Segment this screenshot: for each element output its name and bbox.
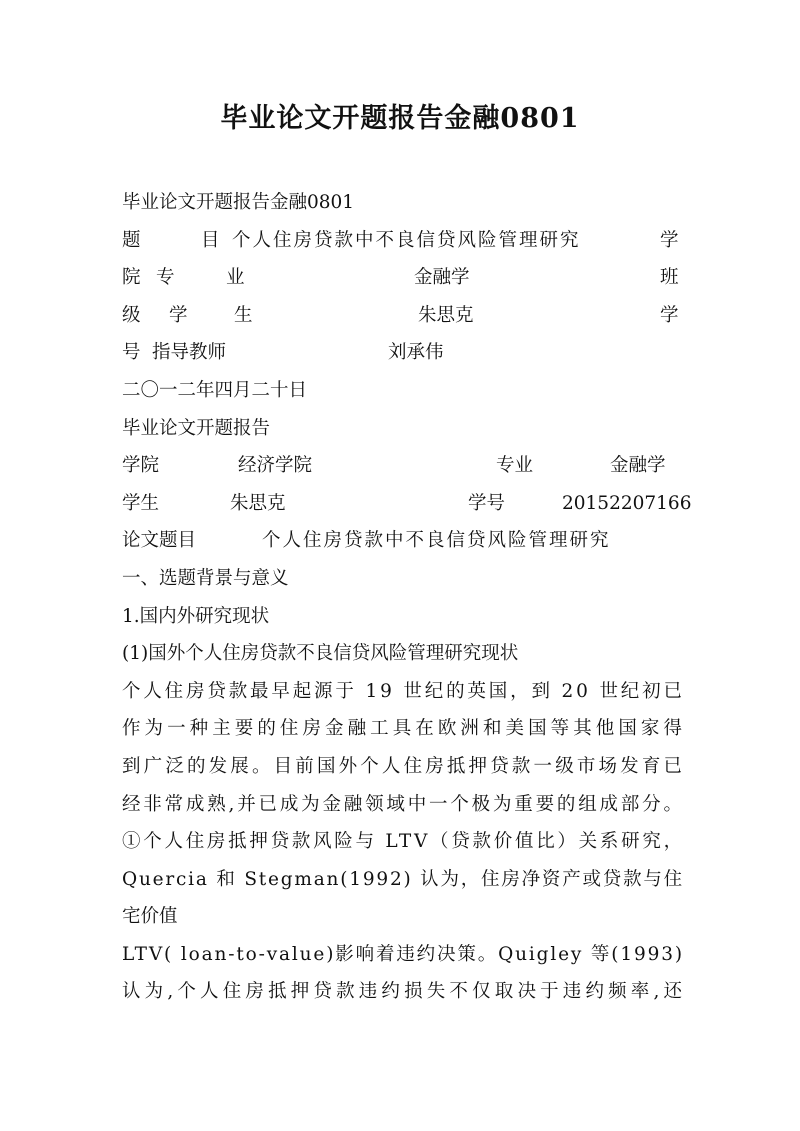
cover-major: 金融学 — [414, 267, 470, 289]
paragraph-line: Quercia 和 Stegman(1992) 认为，住房净资产或贷款与住 — [122, 868, 684, 890]
cover-label-mu: 目 — [201, 229, 220, 251]
label-student: 学生 — [122, 492, 160, 514]
cover-label-advisor: 指导教师 — [152, 342, 227, 364]
value-student: 朱思克 — [230, 492, 286, 514]
cover-label-xue2: 学 — [169, 304, 188, 326]
cover-label-xue3: 学 — [660, 304, 679, 326]
report-info-row-1 — [122, 447, 682, 485]
subsection-heading: 1.国内外研究现状 — [122, 605, 270, 627]
cover-advisor-name: 刘承伟 — [388, 342, 444, 364]
paragraph-line: 作为一种主要的住房金融工具在欧洲和美国等其他国家得 — [122, 718, 687, 740]
value-major: 金融学 — [610, 455, 666, 477]
paragraph-line: ①个人住房抵押贷款风险与 LTV（贷款价值比）关系研究， — [122, 831, 685, 853]
label-major: 专业 — [496, 455, 534, 477]
cover-student-name: 朱思克 — [418, 304, 474, 326]
cover-row-number — [122, 334, 682, 372]
cover-label-hao: 号 — [122, 342, 141, 364]
section-heading: 一、选题背景与意义 — [122, 567, 289, 589]
report-info-row-2 — [122, 485, 692, 523]
cover-label-ban: 班 — [660, 267, 679, 289]
value-topic: 个人住房贷款中不良信贷风险管理研究 — [262, 530, 611, 552]
paragraph-line: LTV( loan-to-value)影响着违约决策。Quigley 等(1993) — [122, 943, 684, 965]
label-topic: 论文题目 — [122, 530, 197, 552]
cover-label-ti: 题 — [122, 229, 141, 251]
report-heading: 毕业论文开题报告 — [122, 417, 271, 439]
cover-label-zhuan: 专 — [156, 267, 175, 289]
cover-thesis-topic: 个人住房贷款中不良信贷风险管理研究 — [232, 229, 581, 251]
paragraph-line: 个人住房贷款最早起源于 19 世纪的英国，到 20 世纪初已 — [122, 680, 685, 702]
cover-label-xue: 学 — [660, 229, 679, 251]
label-college: 学院 — [122, 455, 160, 477]
cover-label-ye: 业 — [226, 267, 245, 289]
cover-label-yuan: 院 — [122, 267, 141, 289]
document-body — [122, 184, 692, 1011]
cover-heading: 毕业论文开题报告金融0801 — [122, 192, 355, 213]
cover-row-title — [122, 222, 682, 260]
cover-label-sheng: 生 — [234, 304, 253, 326]
cover-row-college — [122, 259, 682, 297]
cover-row-class — [122, 297, 682, 335]
value-college: 经济学院 — [238, 455, 313, 477]
paragraph-line: 宅价值 — [122, 906, 178, 928]
paragraph-line: 到广泛的发展。目前国外个人住房抵押贷款一级市场发育已 — [122, 755, 686, 777]
paragraph-line: 认为,个人住房抵押贷款违约损失不仅取决于违约频率,还 — [122, 981, 687, 1003]
paragraph-line: 经非常成熟,并已成为金融领域中一个极为重要的组成部分。 — [122, 793, 685, 815]
report-info-row-3 — [122, 522, 682, 560]
value-student-id: 20152207166 — [562, 492, 692, 514]
document-title: 毕业论文开题报告金融0801 — [220, 103, 580, 134]
subsubsection-heading: (1)国外个人住房贷款不良信贷风险管理研究现状 — [122, 643, 519, 665]
cover-label-ji: 级 — [122, 304, 141, 326]
cover-date: 二〇一二年四月二十日 — [122, 379, 308, 401]
label-student-id: 学号 — [468, 492, 506, 514]
